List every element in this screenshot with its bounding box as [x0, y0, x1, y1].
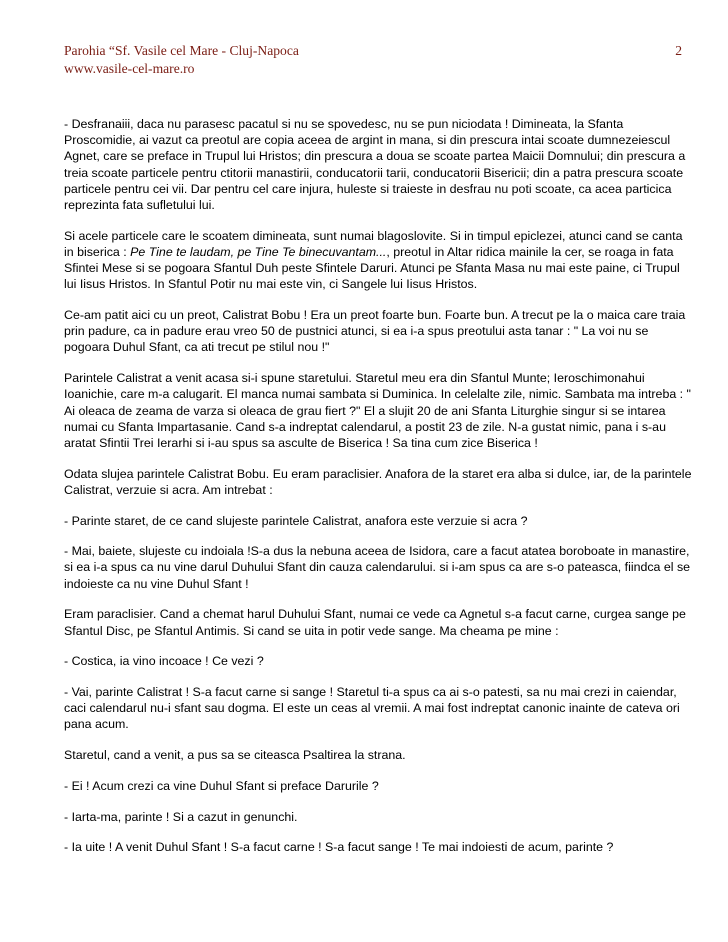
header-row: [64, 42, 684, 60]
paragraph-4: Parintele Calistrat a venit acasa si-i spune staretului. Staretul meu era din Sfantul Munte; Ieroschimonahui Ioanichie, care m-a calugarit. El manca numai sambata si Duminica. In celelalte zile, nimic. Sambata ma intreba : " Ai oleaca de zeama de varza si oleaca de grau fiert ?" El a slujit 20 de ani Sfanta Liturghie singur si se intarea numai cu Sfanta Impartasanie. Cand s-a indreptat calendarul, a postit 23 de zile. N-a gustat nimic, pana i s-au aratat Sfintii Trei Ierarhi si i-au spus sa asculte de Biserica ! Sa tina cum zice Biserica !: [64, 371, 691, 450]
paragraph-7: - Mai, baiete, slujeste cu indoiala !S-a dus la nebuna aceea de Isidora, care a facut atatea boroboate in manastire, si ea i-a spus ca nu vine darul Duhului Sfant din cauza calendarului. si i-am spus ca are s-o pateasca, fiindca el se indoieste ca nu vine Duhul Sfant !: [64, 544, 691, 591]
paragraph-2-start: Si acele particele care le scoatem dimineata, sunt numai blagoslovite. Si in timpul epiclezei, atunci cand se canta in biserica :: [64, 228, 683, 259]
parish-name: Parohia “Sf. Vasile cel Mare - Cluj-Napoca: [64, 43, 299, 58]
paragraph-13: - Iarta-ma, parinte ! Si a cazut in genunchi.: [64, 809, 298, 824]
paragraph-2-italic-quote: Pe Tine te laudam, pe Tine Te binecuvantam...: [130, 244, 387, 259]
paragraph-2: [64, 228, 692, 293]
paragraph-3: Ce-am patit aici cu un preot, Calistrat Bobu ! Era un preot foarte bun. Foarte bun. A trecut pe la o maica care traia prin padure, ca in padure erau vreo 50 de pustnici atunci, si ea i-a spus preotului asta tanar : " La voi nu se pogoara Duhul Sfant, ca ati trecut pe stilul nou !": [64, 308, 686, 355]
paragraph-9: - Costica, ia vino incoace ! Ce vezi ?: [64, 654, 264, 669]
paragraph-12: - Ei ! Acum crezi ca vine Duhul Sfant si preface Darurile ?: [64, 778, 379, 793]
page-number: 2: [675, 43, 682, 58]
paragraph-1: - Desfranaiii, daca nu parasesc pacatul si nu se spovedesc, nu se pun niciodata ! Dimineata, la Sfanta Proscomidie, ai vazut ca preotul are copia aceea de argint in mana, si din prescura intai scoate dumnezeiescul Agnet, care se preface in Trupul lui Hristos; din prescura a doua se scoate partea Maicii Domnului; din prescura a treia scoate particele pentru ctitorii manastirii, conducatorii tarii, conducatorii Bisericii; din a patra prescura scoate particele pentru cei vii. Dar pentru cel care injura, huleste si traieste in desfrau nu poti scoate, ca acea particica reprezinta fata sufletului lui.: [64, 117, 686, 213]
paragraph-2-end: , preotul in Altar ridica mainile la cer, se roaga in fata Sfintei Mese si se pogoara Sfantul Duh peste Sfintele Daruri. Atunci pe Sfanta Masa nu mai este paine, ci Trupul lui Iisus Hristos. In Sfantul Potir nu mai este vin, ci Sangele lui Iisus Hristos.: [64, 244, 680, 292]
paragraph-10: - Vai, parinte Calistrat ! S-a facut carne si sange ! Staretul ti-a spus ca ai s-o patesti, sa nu mai crezi in caiendar, caci calendarul nu-i sfant sau dogma. El este un ceas al vremii. A mai fost indreptat canonic inainte de cateva ori pana acum.: [64, 684, 680, 732]
paragraph-8: Eram paraclisier. Cand a chemat harul Duhului Sfant, numai ce vede ca Agnetul s-a facut carne, curgea sange pe Sfantul Disc, pe Sfantul Antimis. Si cand se uita in potir vede sange. Ma cheama pe mine :: [64, 607, 686, 638]
page-header: [64, 42, 684, 78]
paragraph-5: Odata slujea parintele Calistrat Bobu. Eu eram paraclisier. Anafora de la staret era alba si dulce, iar, de la parintele Calistrat, verzuie si acra. Am intrebat :: [64, 466, 692, 497]
website-url: www.vasile-cel-mare.ro: [64, 61, 195, 76]
paragraph-14: - Ia uite ! A venit Duhul Sfant ! S-a facut carne ! S-a facut sange ! Te mai indoiesti de acum, parinte ?: [64, 840, 614, 855]
document-body: [64, 116, 692, 870]
paragraph-6: - Parinte staret, de ce cand slujeste parintele Calistrat, anafora este verzuie si acra ?: [64, 513, 528, 528]
paragraph-11: Staretul, cand a venit, a pus sa se citeasca Psaltirea la strana.: [64, 748, 406, 763]
